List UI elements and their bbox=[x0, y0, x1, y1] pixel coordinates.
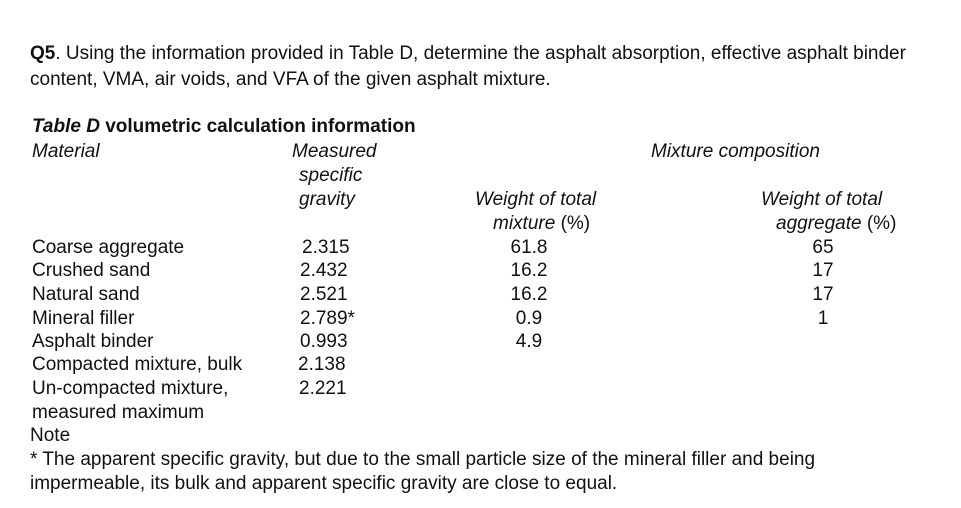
cell-material: Mineral filler bbox=[32, 308, 135, 329]
cell-weight-mixture: 61.8 bbox=[510, 237, 548, 258]
question-number: Q5 bbox=[30, 43, 56, 64]
header-mixture-composition: Mixture composition bbox=[651, 141, 820, 162]
question-body: . Using the information provided in Table D, determine the asphalt absorption, effective asphalt binder content, VMA, air voids, and VFA of the given asphalt mixture. bbox=[30, 43, 906, 90]
cell-weight-aggregate: 17 bbox=[812, 260, 834, 281]
cell-material: Un-compacted mixture, bbox=[32, 378, 229, 399]
cell-material: Compacted mixture, bulk bbox=[32, 354, 243, 375]
question-text bbox=[30, 41, 930, 93]
cell-weight-aggregate: 17 bbox=[812, 284, 834, 305]
header-measured-2: specific bbox=[299, 165, 363, 186]
header-weight-aggregate-1: Weight of total bbox=[761, 189, 883, 210]
cell-material: Coarse aggregate bbox=[32, 237, 185, 258]
cell-specific-gravity: 2.789* bbox=[300, 308, 355, 329]
cell-weight-aggregate: 65 bbox=[812, 237, 834, 258]
table-caption bbox=[32, 116, 416, 138]
header-measured-3: gravity bbox=[299, 189, 355, 210]
note-label: Note bbox=[30, 425, 71, 446]
cell-weight-aggregate: 1 bbox=[817, 308, 829, 329]
table-caption-label: Table D bbox=[32, 116, 100, 137]
header-weight-aggregate-word: aggregate bbox=[776, 213, 862, 234]
cell-specific-gravity: 0.993 bbox=[300, 331, 348, 352]
cell-weight-mixture: 0.9 bbox=[515, 308, 543, 329]
cell-material: Natural sand bbox=[32, 284, 140, 305]
header-weight-mixture-unit: (%) bbox=[555, 213, 591, 234]
cell-material: Crushed sand bbox=[32, 260, 151, 281]
cell-weight-mixture: 16.2 bbox=[510, 284, 548, 305]
cell-material: Asphalt binder bbox=[32, 331, 154, 352]
header-weight-mixture-1: Weight of total bbox=[475, 189, 597, 210]
header-weight-aggregate-2 bbox=[776, 212, 896, 236]
header-weight-mixture-word: mixture bbox=[493, 213, 556, 234]
header-weight-aggregate-unit: (%) bbox=[861, 213, 897, 234]
header-measured-1: Measured bbox=[292, 141, 377, 162]
cell-specific-gravity: 2.432 bbox=[300, 260, 348, 281]
cell-specific-gravity: 2.315 bbox=[302, 237, 350, 258]
header-material: Material bbox=[32, 141, 100, 162]
cell-specific-gravity: 2.521 bbox=[300, 284, 348, 305]
cell-weight-mixture: 16.2 bbox=[510, 260, 548, 281]
cell-material-continued: measured maximum bbox=[32, 402, 205, 423]
cell-weight-mixture: 4.9 bbox=[515, 331, 543, 352]
cell-specific-gravity: 2.138 bbox=[298, 354, 346, 375]
table-caption-title: volumetric calculation information bbox=[99, 116, 416, 137]
note-text: * The apparent specific gravity, but due to the small particle size of the mineral filler and being impermeable, its bulk and apparent specific gravity are close to equal. bbox=[30, 449, 816, 494]
header-weight-mixture-2 bbox=[493, 212, 590, 236]
cell-specific-gravity: 2.221 bbox=[299, 378, 347, 399]
